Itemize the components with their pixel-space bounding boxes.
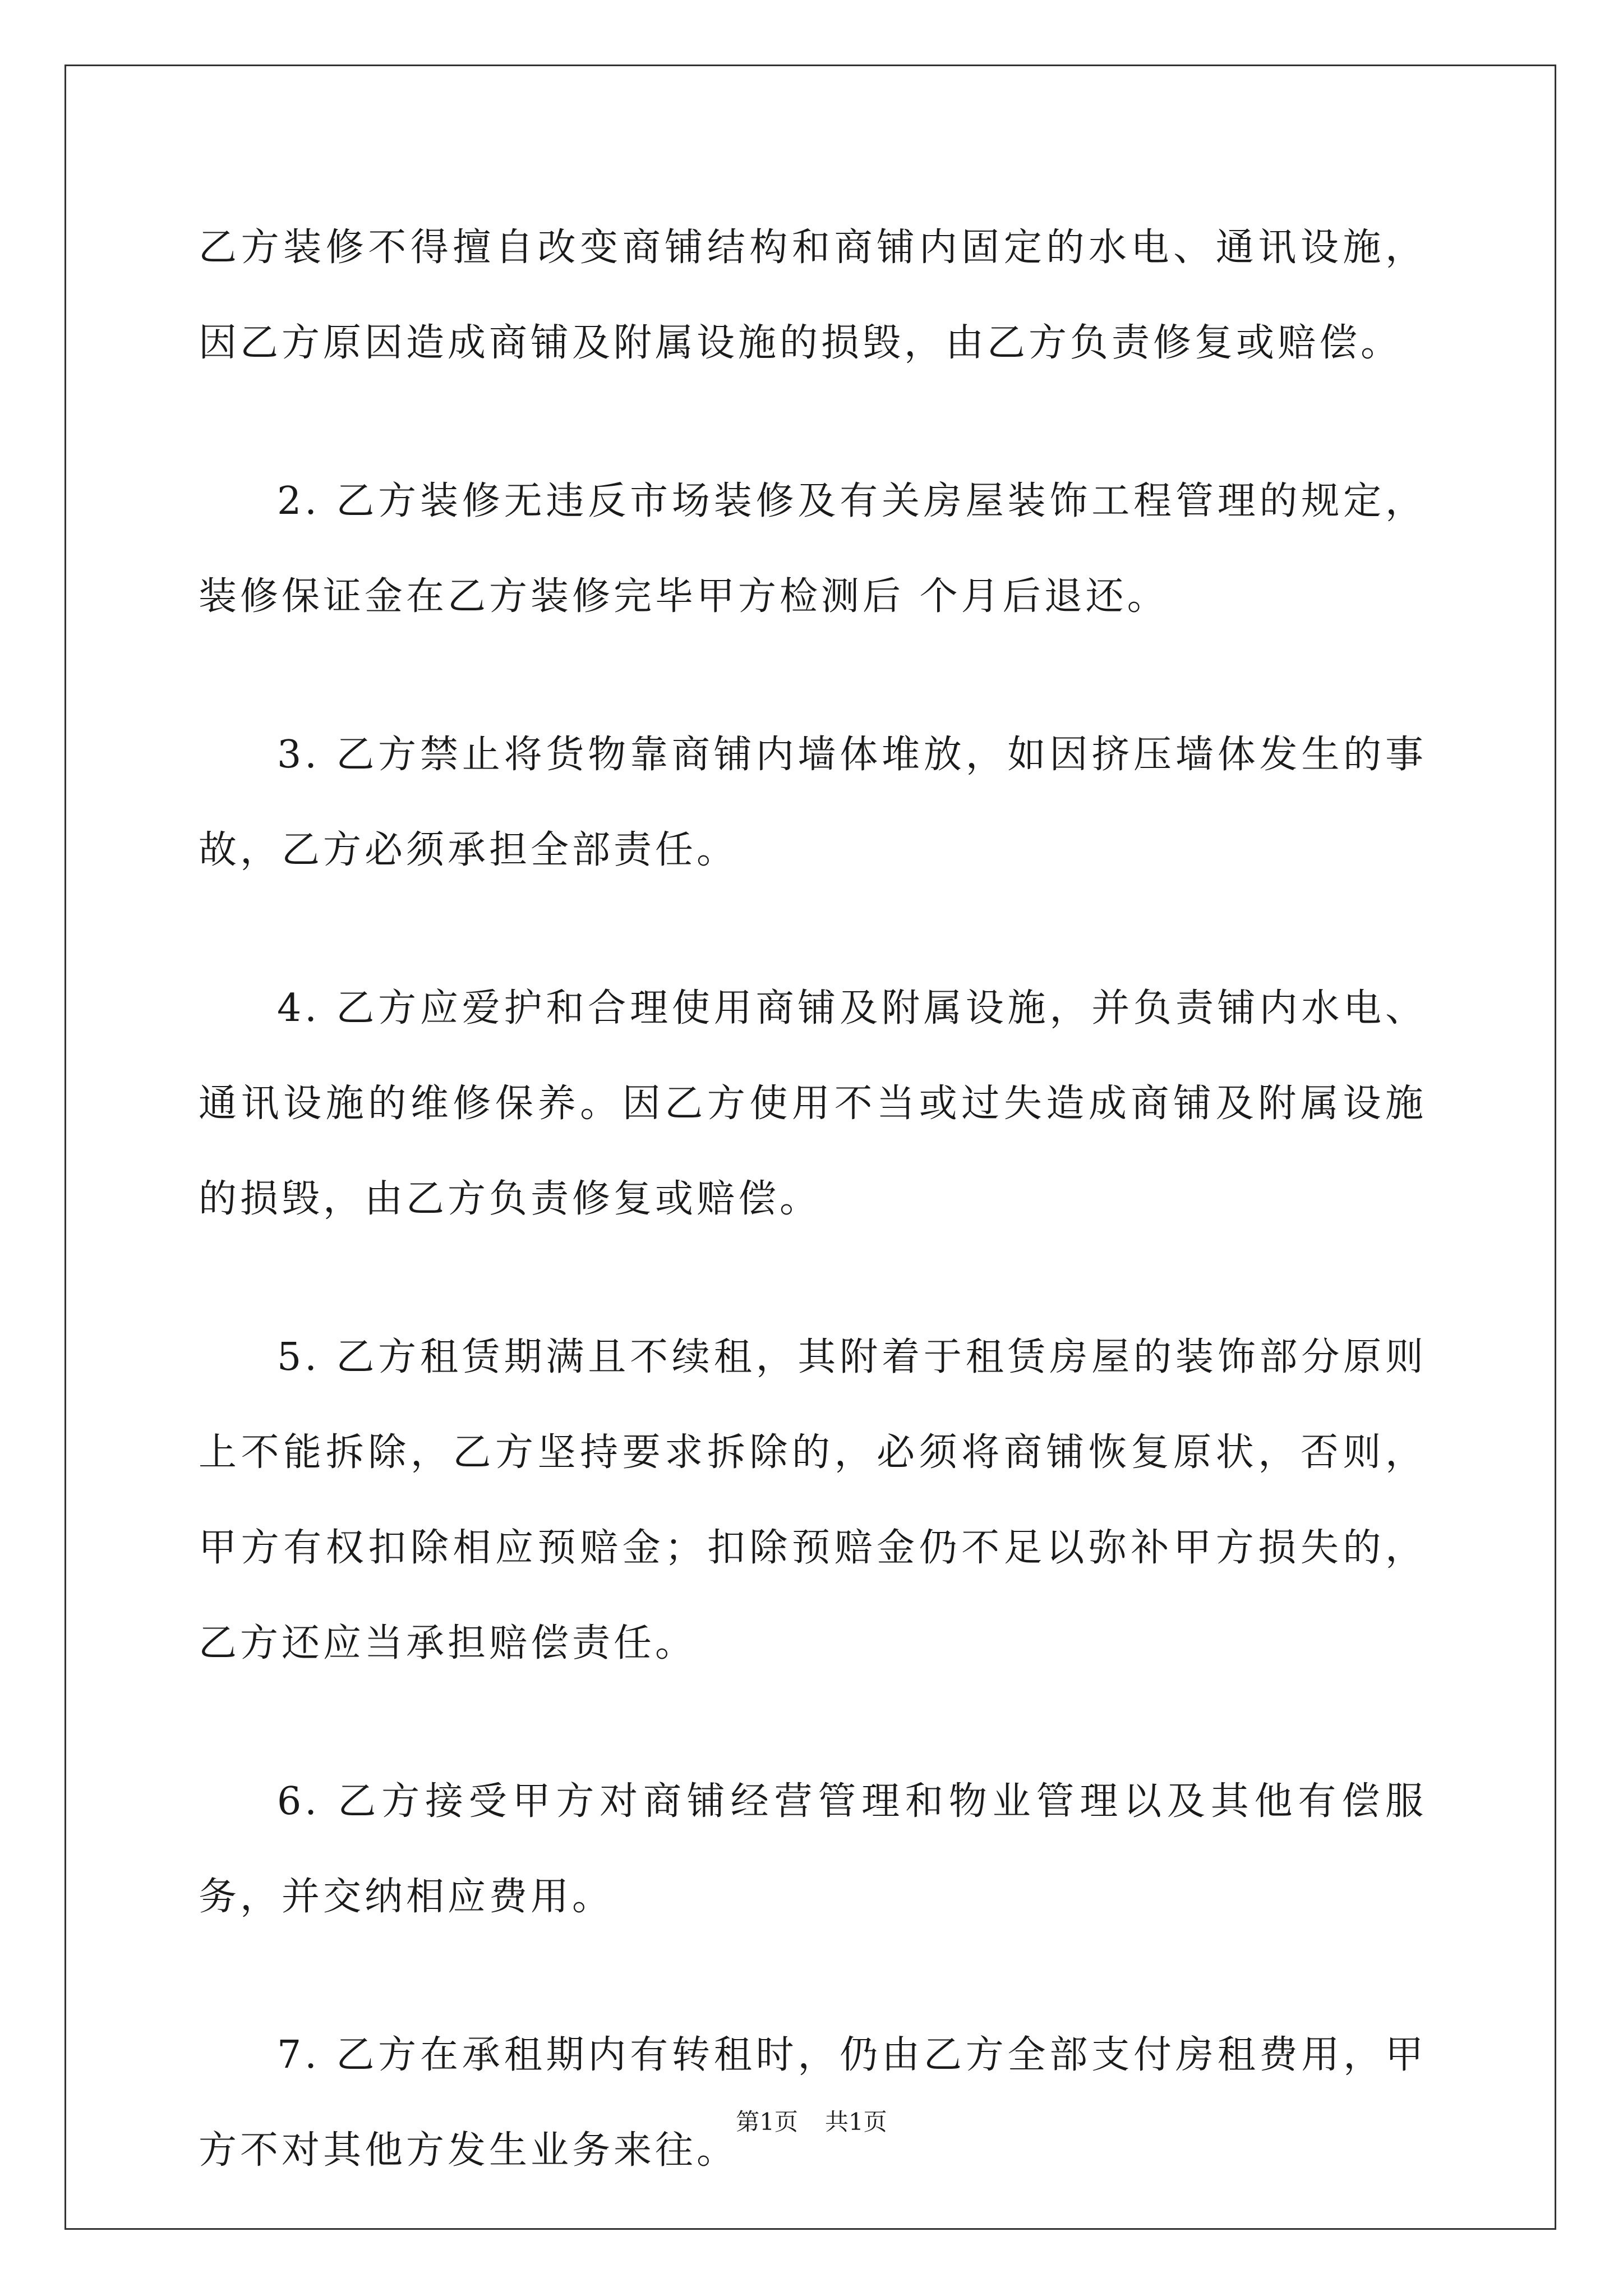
paragraph-clause-2: 2. 乙方装修无违反市场装修及有关房屋装饰工程管理的规定，装修保证金在乙方装修完毕甲方检测后 个月后退还。 xyxy=(199,479,1427,619)
page-total: 共1页 xyxy=(825,2108,887,2136)
paragraph-clause-7: 7. 乙方在承租期内有转租时，仍由乙方全部支付房租费用，甲方不对其他方发生业务来往。 xyxy=(199,2033,1427,2173)
page-footer xyxy=(0,2104,1623,2137)
page-number: 第1页 xyxy=(736,2108,798,2136)
paragraph-clause-3: 3. 乙方禁止将货物靠商铺内墙体堆放，如因挤压墙体发生的事故，乙方必须承担全部责任。 xyxy=(199,733,1427,872)
paragraph-intro: 乙方装修不得擅自改变商铺结构和商铺内固定的水电、通讯设施，因乙方原因造成商铺及附属设施的损毁，由乙方负责修复或赔偿。 xyxy=(199,226,1427,365)
paragraph-clause-5: 5. 乙方租赁期满且不续租，其附着于租赁房屋的装饰部分原则上不能拆除，乙方坚持要求拆除的，必须将商铺恢复原状，否则，甲方有权扣除相应预赔金；扣除预赔金仍不足以弥补甲方损失的，乙方还应当承担赔偿责任。 xyxy=(199,1335,1427,1665)
paragraph-clause-4: 4. 乙方应爱护和合理使用商铺及附属设施，并负责铺内水电、通讯设施的维修保养。因乙方使用不当或过失造成商铺及附属设施的损毁，由乙方负责修复或赔偿。 xyxy=(199,986,1427,1221)
document-body xyxy=(199,200,1427,2261)
paragraph-clause-6: 6. 乙方接受甲方对商铺经营管理和物业管理以及其他有偿服务，并交纳相应费用。 xyxy=(199,1779,1427,1919)
